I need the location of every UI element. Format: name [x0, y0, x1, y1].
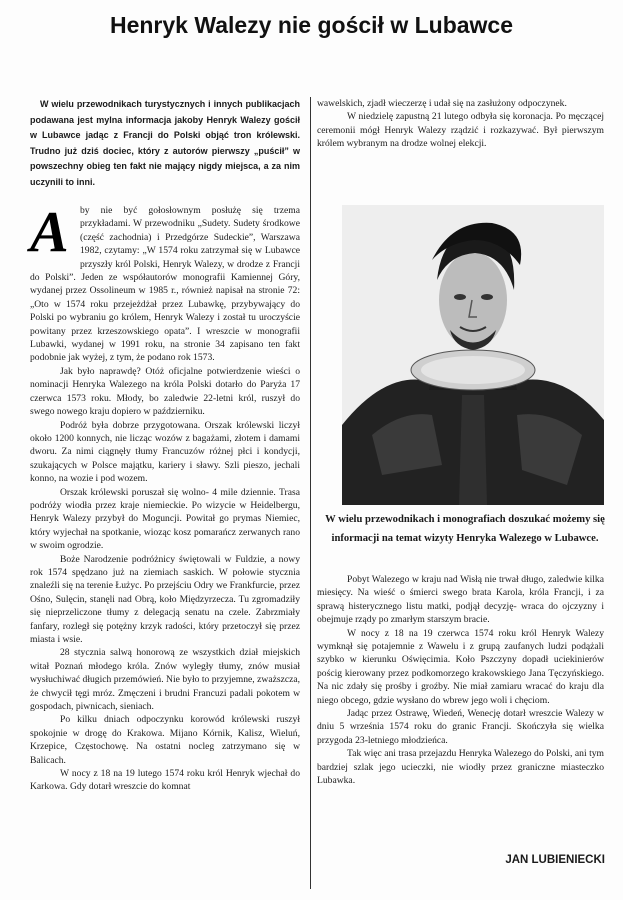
author-name: JAN LUBIENIECKI: [505, 854, 605, 866]
left-paragraph-1: by nie być gołosłownym posłużę się trzema przykładami. W przewodniku „Sudety. Sudety środkowe (część zachodnia) i Przedgórze Sudeckie”, Warszawa 1982, czytamy: „W 1574 roku zatrzymał się w Lubawce przyszły król Polski, Henryk Walezy, w drodze z Francji do Polski”. Jeden ze współautorów monografii Kamiennej Góry, wydanej przez Ossolineum w 1985 r., również napisał na stronie 72: „Oto w 1574 roku przejeżdżał przez Lubawkę, przybywający do Polski po wybraniu go królem, Henryk Walezy i został tu uroczyście powitany przez krzeszowskiego opata”. I wreszcie w monografii Lubawki, wydanej w 1991 roku, na stronie 34 zapisano ten fakt podobnie jak wyżej, z tym, że podano rok 1573.: [30, 205, 300, 364]
right-paragraph-6: Tak więc ani trasa przejazdu Henryka Walezego do Polski, ani tym bardziej szlak jego ucieczki, nie wiodły przez graniczne miasteczko Lubawka.: [317, 748, 604, 787]
lead-paragraph: W wielu przewodnikach turystycznych i innych publikacjach podawana jest mylna informacja jakoby Henryk Walezy gościł w Lubawce jadąc z Francji do Polski objąć tron królewski. Trudno już dziś dociec, który z autorów pierwszy „puścił” w powszechny obieg ten fakt nie mający nigdy miejsca, a za nim uczynili to inni.: [30, 99, 300, 187]
right-paragraph-1: wawelskich, zjadł wieczerzę i udał się na zasłużony odpoczynek.: [317, 98, 567, 109]
left-paragraph-8: W nocy z 18 na 19 lutego 1574 roku król Henryk wjechał do Karkowa. Gdy dotarł wreszcie do komnat: [30, 768, 300, 793]
right-paragraph-3: Pobyt Walezego w kraju nad Wisłą nie trwał długo, zaledwie kilka miesięcy. Na wieść o śmierci swego brata Karola, króla Francji, i za sprawą histerycznego listu matki, podjął decyzję- wraca do ojczyzny i obejmuje rządy po zmarłym starszym bracie.: [317, 574, 604, 626]
right-paragraph-4: W nocy z 18 na 19 czerwca 1574 roku król Henryk Walezy wymknął się potajemnie z Wawelu i z grupą zaufanych ludzi podążali szybko w kierunku Oświęcimia. Koło Pszczyny dopadł uciekinierów pościg kierowany przez podkomorzego krakowskiego Jana Tęczyńskiego. Na nic zdały się prośby i groźby. Nie miał zamiaru wracać do kraju dla niego obcego, gdzie wysłano do wbrew jego woli i chęciom.: [317, 627, 604, 706]
left-column: [30, 97, 300, 794]
left-paragraph-6: 28 stycznia salwą honorową ze wszystkich dział miejskich witał Poznań młodego króla. Znów wyległy tłumy, znów musiał wysłuchiwać długich przemówień. Nie było to przyjemne, zważszcza, że chwycił tęgi mróz. Zmęczeni i brudni Francuzi padali pokotem w gospodach, piwnicach, sieniach.: [30, 647, 300, 713]
right-paragraph-2: W niedzielę zapustną 21 lutego odbyła się koronacja. Po męczącej ceremonii mógł Henryk Walezy rządzić i rozkazywać. Był pierwszym królem wybranym na drodze wolnej elekcji.: [317, 111, 604, 150]
left-paragraph-5: Boże Narodzenie podróżnicy świętowali w Fuldzie, a nowy rok 1574 spędzano już na ziemiach saskich. W połowie stycznia znaleźli się na terenie Łużyc. Po przejściu Odry we Frankfurcie, przez Ośno, Sulęcin, stanęli nad Obrą, koło Międzyrzecza. Tu zgromadziły się nieprzeliczone tłumy z delegacją senatu na czele. Zabrzmiały fanfary, rozległ się potężny krzyk radości, który przetoczył się przez miasta i wsie.: [30, 553, 300, 645]
right-column-bottom: [317, 573, 604, 788]
left-paragraph-2: Jak było naprawdę? Otóż oficjalne potwierdzenie wieści o nominacji Henryka Walezego na króla Polski dotarło do Paryża 17 czerwca 1573 roku. Młody, bo zaledwie 22-letni król, ruszył do swego nowego kraju dopiero w październiku.: [30, 365, 300, 418]
article-title: Henryk Walezy nie gościł w Lubawce: [109, 12, 514, 38]
column-divider: [310, 97, 311, 889]
right-column-top: [317, 97, 604, 151]
portrait-image: [342, 205, 604, 505]
right-paragraph-5: Jadąc przez Ostrawę, Wiedeń, Wenecję dotarł wreszcie Walezy w dniu 5 września 1574 roku do granic Francji. Skończyła się wielka przygoda 23-letniego młodzieńca.: [317, 708, 604, 746]
portrait-drawing: [342, 205, 604, 505]
portrait-caption: W wielu przewodnikach i monografiach doszukać możemy się informacji na temat wizyty Henryka Walezego w Lubawce.: [325, 514, 605, 544]
left-paragraph-7: Po kilku dniach odpoczynku korowód królewski ruszył spokojnie w drogę do Krakowa. Mijano Kórnik, Kalisz, Wieluń, Krzepice, Częstochowę. Na ostatni nocleg zatrzymano się w Balicach.: [30, 714, 300, 766]
left-paragraph-3: Podróż była dobrze przygotowana. Orszak królewski liczył około 1200 konnych, nie licząc wozów z bagażami, złotem i damami dworu. Za nimi ciągnęły tłumy Francuzów różnej płci i kondycji, szukających w Polsce majątku, kariery i sławy. Szli pieszo, jechali konno, na wozie i pod wozem.: [30, 419, 300, 485]
left-paragraph-4: Orszak królewski poruszał się wolno- 4 mile dziennie. Trasa podróży wiodła przez kraje niemieckie. Po wizycie w Heidelbergu, Henryk Walezy przybył do Moguncji. Powitał go prymas Niemiec, który wyjechał na spotkanie, wioząc kosz pomarańcz zerwanych rano w swoim ogrodzie.: [30, 486, 300, 552]
dropcap-block: [30, 199, 300, 365]
dropcap-letter: A: [30, 199, 69, 264]
